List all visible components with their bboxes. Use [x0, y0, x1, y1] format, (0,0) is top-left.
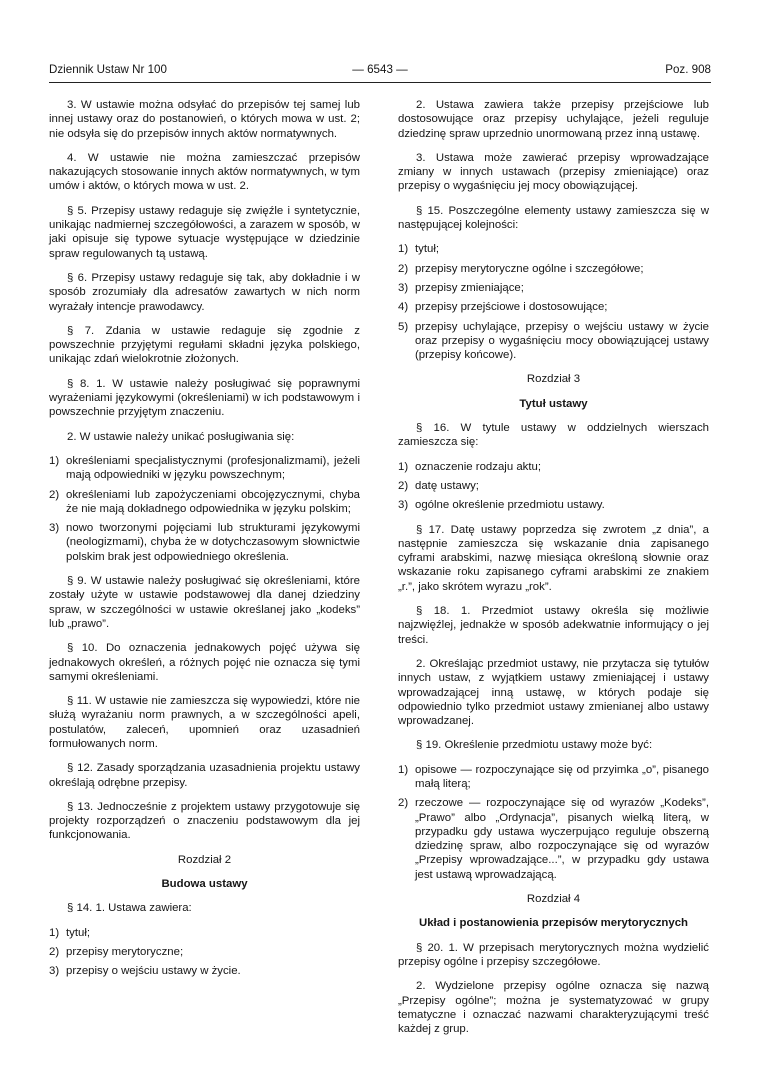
list-item: [49, 926, 360, 940]
paragraph: 2. Ustawa zawiera także przepisy przejściowe lub dostosowujące oraz przepisy uchylające, jeżeli reguluje dziedzinę spraw uprzednio unormowaną przez inną ustawę.: [398, 99, 709, 140]
paragraph: 2. Określając przedmiot ustawy, nie przytacza się tytułów innych ustaw, z wyjątkiem ustawy zmieniającej i ustawy wprowadzającej inną ustawę, w których podaje się odpowiednio tylko przedmiot ustawy zmienianej albo ustawy wprowadzanej.: [398, 657, 709, 728]
list-item: [49, 945, 360, 959]
position-number: Poz. 908: [665, 63, 711, 76]
paragraph: § 7. Zdania w ustawie redaguje się zgodnie z powszechnie przyjętymi regułami składni języka polskiego, unikając zdań wielokrotnie złożonych.: [49, 324, 360, 366]
list-item: [398, 796, 709, 882]
list-item: [398, 320, 709, 363]
list-item-number: 2): [49, 488, 60, 501]
list-item-number: 3): [398, 499, 409, 512]
list-item-text: przepisy merytoryczne;: [66, 945, 184, 958]
list-item-text: ogólne określenie przedmiotu ustawy.: [415, 499, 605, 512]
page-number: — 6543 —: [352, 63, 408, 76]
list-item-number: 1): [49, 454, 60, 467]
list-item-text: przepisy uchylające, przepisy o wejściu ustawy w życie oraz przepisy o wygaśnięciu mocy obowiązującej ustawy (przepisy końcowe).: [415, 320, 709, 362]
paragraph: § 14. 1. Ustawa zawiera:: [67, 902, 192, 915]
paragraph: 3. Ustawa może zawierać przepisy wprowadzające zmiany w innych ustawach (przepisy zmieniające) oraz przepisy o wygaśnięciu jej mocy obowiązującej.: [398, 151, 709, 193]
list-item-text: określeniami specjalistycznymi (profesjonalizmami), jeżeli mają odpowiedniki w języku powszechnym;: [66, 454, 360, 482]
list-item-number: 3): [398, 281, 409, 294]
list-item-text: tytuł;: [66, 926, 91, 939]
list-item-text: oznaczenie rodzaju aktu;: [415, 460, 542, 473]
list-item-number: 2): [398, 262, 409, 275]
paragraph: § 13. Jednocześnie z projektem ustawy przygotowuje się projekty rozporządzeń o znaczeniu podstawowym dla jej funkcjonowania.: [49, 800, 360, 842]
journal-title: Dziennik Ustaw Nr 100: [49, 63, 167, 76]
list-item: [398, 242, 709, 256]
list-item-text: rzeczowe — rozpoczynające się od wyrazów „Kodeks”, „Prawo” albo „Ordynacja”, pisanych wielką literą, w przypadku gdy ustawa wyczerpująco reguluje obszerną dziedzinę spraw, albo rozpoczynające się od wyrazów „Przepisy wprowadzające...”, w przypadku gdy ustawa jest ustawą wprowadzającą.: [415, 797, 709, 881]
list-item-number: 2): [398, 479, 409, 492]
list-item: [49, 454, 360, 483]
paragraph: § 15. Poszczególne elementy ustawy zamieszcza się w następującej kolejności:: [398, 204, 709, 232]
chapter-title: Tytuł ustawy: [519, 397, 588, 410]
paragraph: § 11. W ustawie nie zamieszcza się wypowiedzi, które nie służą wyrażaniu norm prawnych, a w szczególności apeli, postulatów, zaleceń, upomnień oraz uzasadnień formułowanych norm.: [49, 695, 360, 750]
list-item-text: opisowe — rozpoczynające się od przyimka „o”, pisanego małą literą;: [415, 763, 709, 790]
list-item-text: określeniami lub zapożyczeniami obcojęzycznymi, chyba że nie mają dokładnego odpowiednika w języku polskim;: [66, 488, 360, 515]
list-item: [49, 488, 360, 517]
list-item-number: 1): [398, 460, 409, 473]
chapter-label: Rozdział 3: [526, 373, 581, 386]
paragraph: § 10. Do oznaczenia jednakowych pojęć używa się jednakowych określeń, a różnych pojęć nie oznacza się tymi samymi określeniami.: [49, 642, 360, 683]
list-item-number: 2): [49, 945, 60, 958]
list-item: [49, 964, 360, 978]
paragraph: § 12. Zasady sporządzania uzasadnienia projektu ustawy określają odrębne przepisy.: [49, 762, 360, 789]
list-item-number: 4): [398, 301, 409, 314]
paragraph: § 20. 1. W przepisach merytorycznych można wydzielić przepisy ogólne i przepisy szczegółowe.: [398, 941, 709, 968]
list-item: [398, 281, 709, 295]
paragraph: 4. W ustawie nie można zamieszczać przepisów nakazujących stosowanie innych aktów normatywnych, w tym umów i aktów, o których mowa w ust. 2.: [49, 151, 360, 193]
chapter-title: Budowa ustawy: [161, 878, 248, 891]
list-item: [398, 300, 709, 314]
paragraph: § 16. W tytule ustawy w oddzielnych wierszach zamieszcza się:: [398, 422, 709, 449]
list-item: [398, 763, 709, 792]
list-item-text: przepisy merytoryczne ogólne i szczegółowe;: [415, 262, 644, 275]
paragraph: § 6. Przepisy ustawy redaguje się tak, aby dokładnie i w sposób zrozumiały dla adresatów zawartych w nich norm wyrażały intencje prawodawcy.: [49, 271, 360, 313]
list-item-number: 1): [398, 763, 409, 776]
page-header: [49, 63, 711, 79]
paragraph: § 8. 1. W ustawie należy posługiwać się poprawnymi wyrażeniami językowymi (określeniami) w ich podstawowym i powszechnie przyjętym znaczeniu.: [49, 377, 360, 419]
paragraph: 3. W ustawie można odsyłać do przepisów tej samej lub innej ustawy oraz do postanowień, o których mowa w ust. 2; nie odsyła się do przepisów innych aktów normatywnych.: [49, 99, 360, 140]
paragraph: § 17. Datę ustawy poprzedza się zwrotem „z dnia”, a następnie zamieszcza się wskazanie dnia zapisanego cyframi arabskimi, nazwę miesiąca określoną słownie oraz wskazanie roku zapisanego cyframi arabskimi ze znakiem „r.”, jako skrótem wyrazu „rok”.: [398, 523, 709, 593]
list-item: [398, 498, 709, 512]
chapter-label: Rozdział 2: [177, 853, 232, 866]
list-item-number: 1): [49, 926, 60, 939]
paragraph: § 9. W ustawie należy posługiwać się określeniami, które zostały użyte w ustawie podstawowej dla danej dziedziny spraw, w szczególności w ustawie określanej jako „kodeks” lub „prawo”.: [49, 575, 360, 630]
list-item: [398, 262, 709, 276]
list-item: [49, 521, 360, 564]
list-item-number: 1): [398, 243, 409, 256]
paragraph: § 18. 1. Przedmiot ustawy określa się możliwie najzwięźlej, jednakże w sposób adekwatnie informujący o jej treści.: [398, 605, 709, 646]
header-rule: [49, 82, 711, 83]
paragraph: 2. Wydzielone przepisy ogólne oznacza się nazwą „Przepisy ogólne”; można je systematyzować w grupy tematyczne i oznaczać nazwami charakteryzującymi treść każdej z grup.: [398, 980, 709, 1036]
list-item: [398, 479, 709, 493]
chapter-label: Rozdział 4: [526, 893, 581, 906]
list-item-number: 5): [398, 320, 409, 333]
paragraph: § 19. Określenie przedmiotu ustawy może być:: [416, 739, 653, 752]
list-item-text: przepisy zmieniające;: [415, 281, 524, 294]
right-column: [398, 98, 709, 1046]
list-item-text: nowo tworzonymi pojęciami lub strukturami językowymi (neologizmami), chyba że w dotychczasowym słownictwie polskim brak jest odpowiedniego określenia.: [66, 522, 360, 563]
list-item-number: 3): [49, 965, 60, 978]
paragraph: § 5. Przepisy ustawy redaguje się zwięźle i syntetycznie, unikając nadmiernej szczegółowości, a zarazem w sposób, w jaki opisuje się typowe sytuacje występujące w dziedzinie spraw regulowanych tą ustawą.: [49, 204, 360, 260]
paragraph: 2. W ustawie należy unikać posługiwania się:: [67, 430, 295, 443]
list-item-number: 3): [49, 522, 60, 535]
list-item-text: datę ustawy;: [415, 479, 479, 492]
list-item: [398, 460, 709, 474]
chapter-title: Układ i postanowienia przepisów merytorycznych: [418, 917, 688, 930]
left-column: [49, 98, 360, 989]
list-item-text: przepisy o wejściu ustawy w życie.: [66, 965, 241, 978]
list-item-text: tytuł;: [415, 243, 440, 256]
list-item-text: przepisy przejściowe i dostosowujące;: [415, 301, 608, 314]
list-item-number: 2): [398, 797, 409, 810]
